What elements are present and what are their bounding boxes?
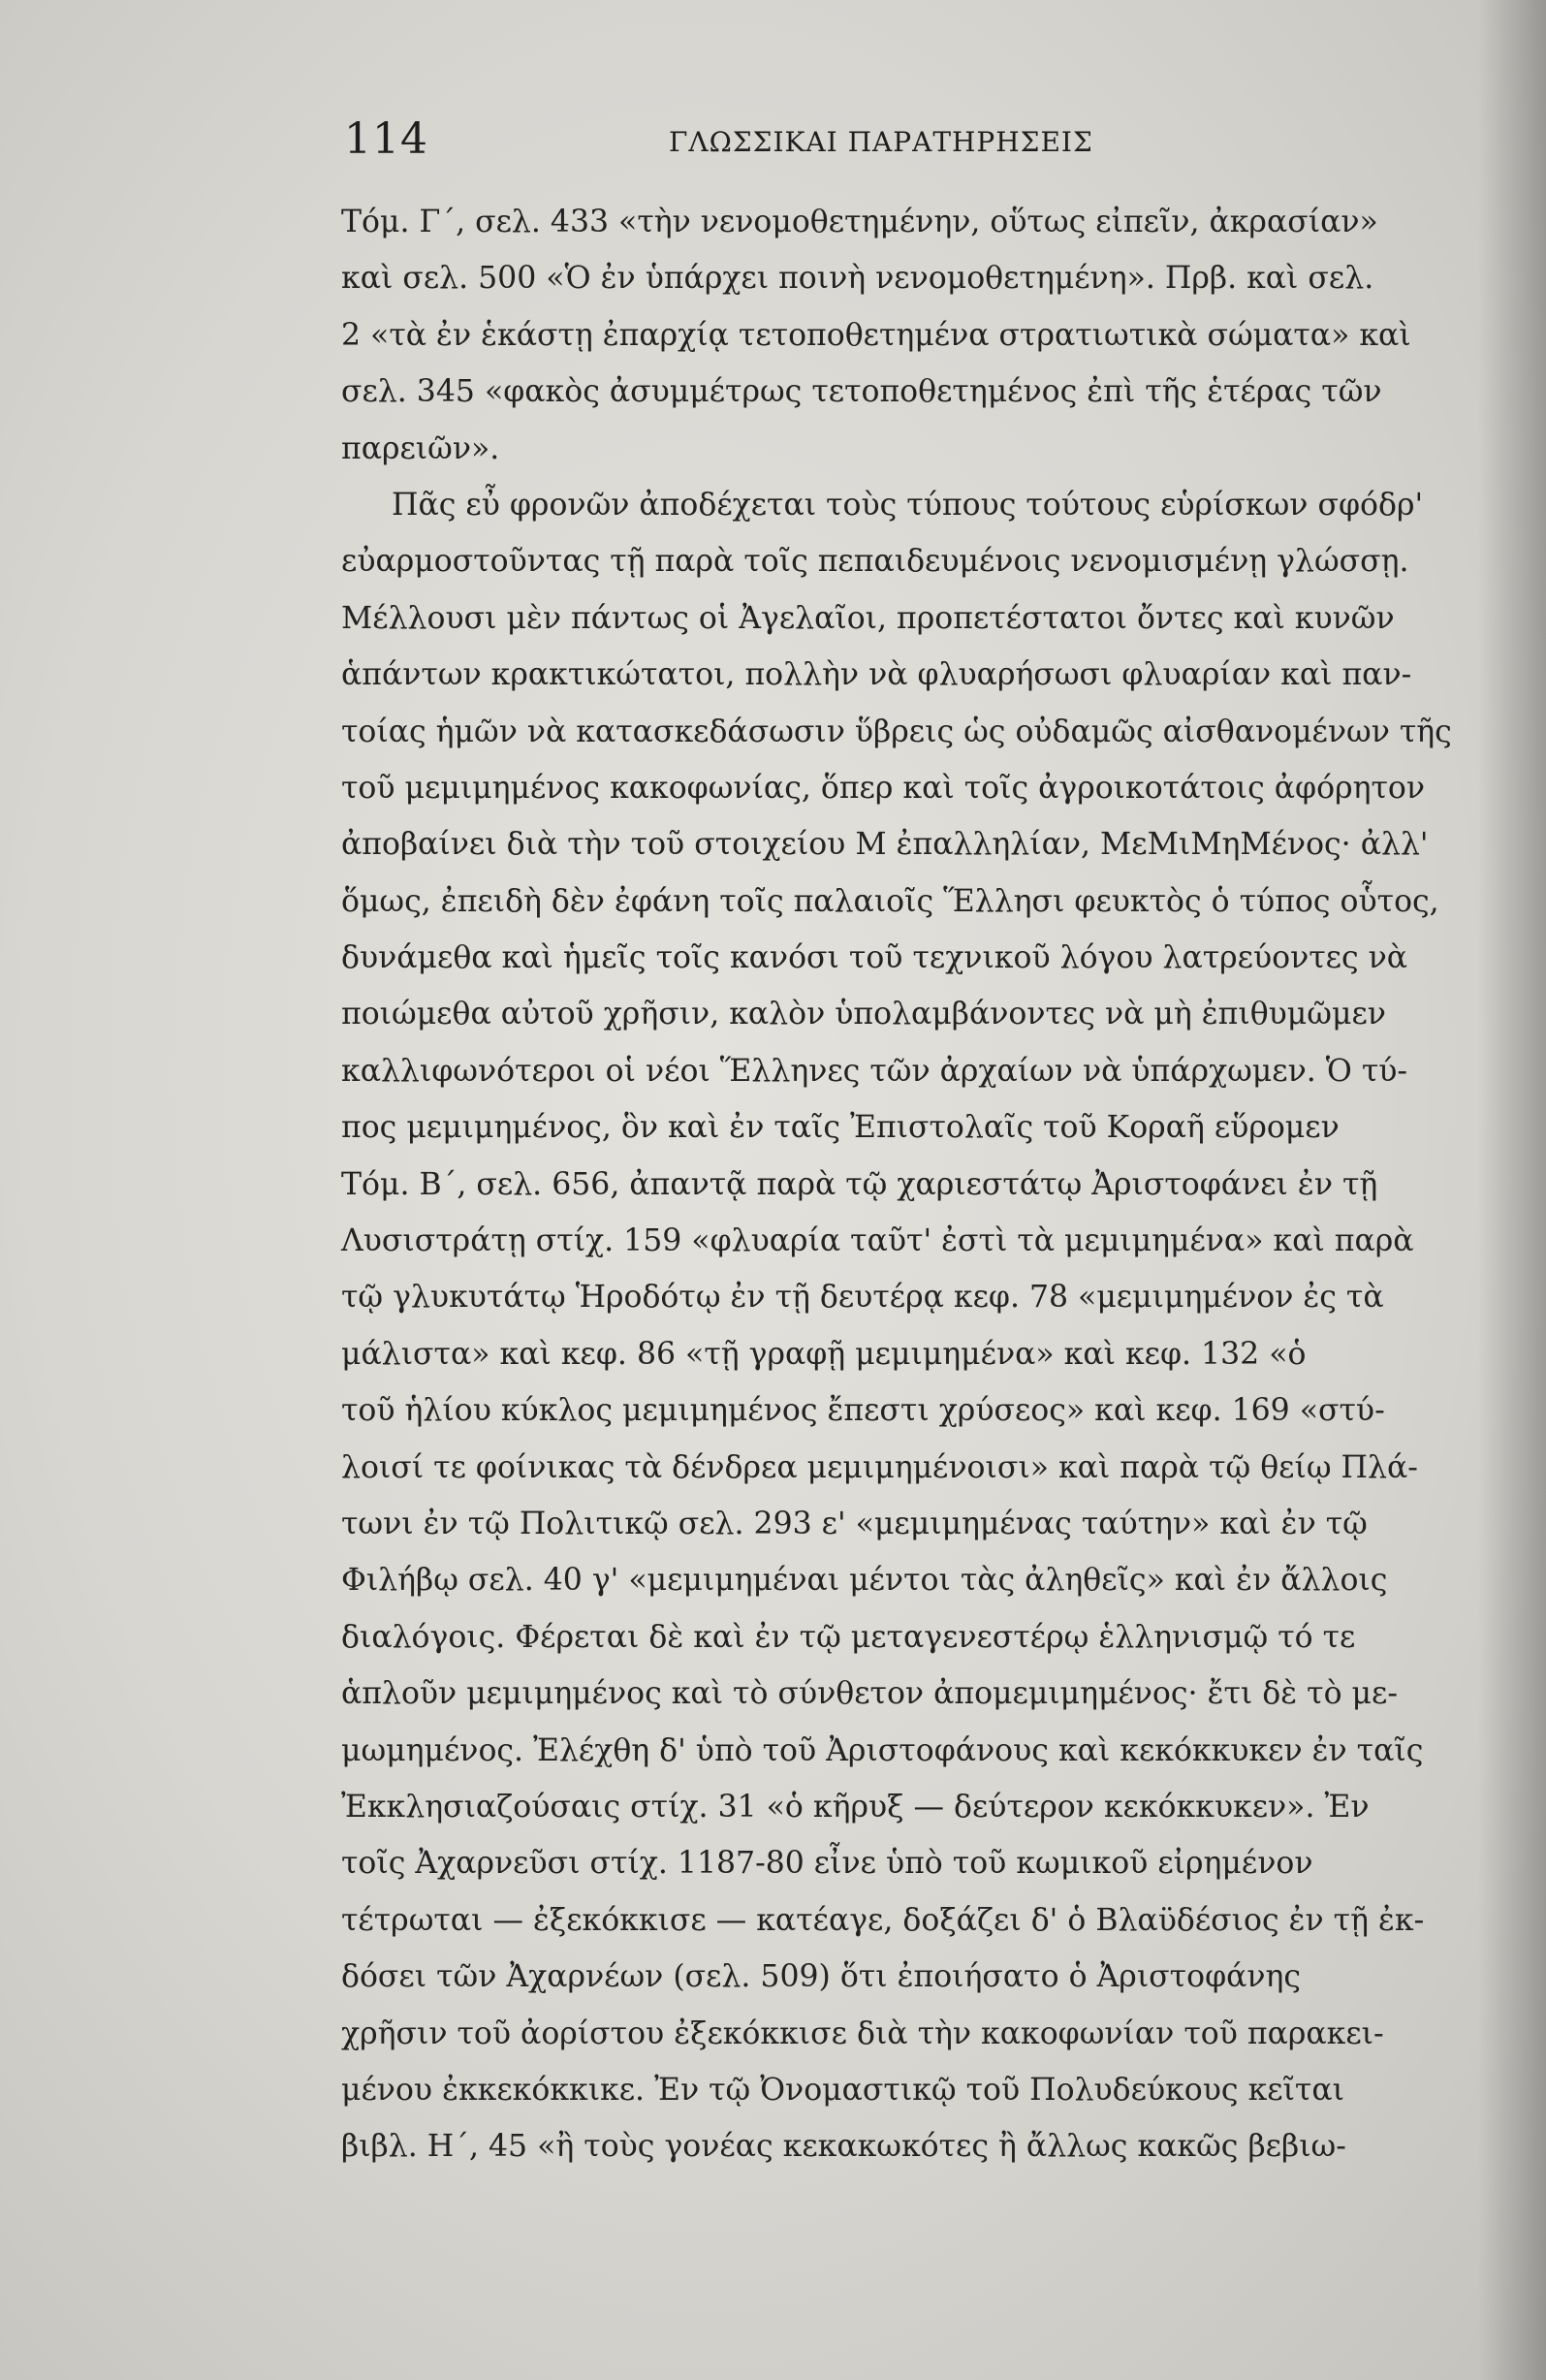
text-line: Μέλλουσι μὲν πάντως οἱ Ἀγελαῖοι, προπετέστατοι ὄντες καὶ κυνῶν xyxy=(341,600,1395,636)
text-line: παρειῶν». xyxy=(341,430,500,466)
body-text xyxy=(341,194,1495,2175)
text-line: βιβλ. Η΄, 45 «ἢ τοὺς γονέας κεκακωκότες ἢ ἄλλως κακῶς βεβιω- xyxy=(341,2129,1346,2165)
text-line: τοῦ ἡλίου κύκλος μεμιμημένος ἔπεστι χρύσεος» καὶ κεφ. 169 «στύ- xyxy=(341,1393,1385,1429)
text-line: Τόμ. Β΄, σελ. 656, ἀπαντᾷ παρὰ τῷ χαριεστάτῳ Ἀριστοφάνει ἐν τῇ xyxy=(341,1166,1378,1202)
text-line: ἁπλοῦν μεμιμημένος καὶ τὸ σύνθετον ἀπομεμιμημένος· ἔτι δὲ τὸ με- xyxy=(341,1676,1398,1712)
running-title: ΓΛΩΣΣΙΚΑΙ ΠΑΡΑΤΗΡΗΣΕΙΣ xyxy=(669,126,1093,158)
text-line: τῷ γλυκυτάτῳ Ἡροδότῳ ἐν τῇ δευτέρᾳ κεφ. 78 «μεμιμημένον ἐς τὰ xyxy=(341,1280,1384,1316)
paragraph-first-line: Πᾶς εὖ φρονῶν ἀποδέχεται τοὺς τύπους τούτους εὑρίσκων σφόδρ' xyxy=(392,487,1424,523)
text-line: τοίας ἡμῶν νὰ κατασκεδάσωσιν ὕβρεις ὡς οὐδαμῶς αἰσθανομένων τῆς xyxy=(341,714,1452,749)
text-line: ἁπάντων κρακτικώτατοι, πολλὴν νὰ φλυαρήσωσι φλυαρίαν καὶ παν- xyxy=(341,657,1412,693)
text-line: τωνι ἐν τῷ Πολιτικῷ σελ. 293 ε' «μεμιμημένας ταύτην» καὶ ἐν τῷ xyxy=(341,1506,1368,1541)
text-line: σελ. 345 «φακὸς ἀσυμμέτρως τετοποθετημένος ἐπὶ τῆς ἑτέρας τῶν xyxy=(341,374,1382,410)
text-line: τέτρωται — ἐξεκόκκισε — κατέαγε, δοξάζει δ' ὁ Βλαϋδέσιος ἐν τῇ ἐκ- xyxy=(341,1902,1425,1938)
text-line: μωμημένος. Ἐλέχθη δ' ὑπὸ τοῦ Ἀριστοφάνους καὶ κεκόκκυκεν ἐν ταῖς xyxy=(341,1732,1424,1768)
text-line: δόσει τῶν Ἀχαρνέων (σελ. 509) ὅτι ἐποιήσατο ὁ Ἀριστοφάνης xyxy=(341,1959,1302,1995)
page-number: 114 xyxy=(344,114,428,164)
text-line: καὶ σελ. 500 «Ὁ ἐν ὑπάρχει ποινὴ νενομοθετημένη». Πρβ. καὶ σελ. xyxy=(341,261,1374,297)
text-line: ποιώμεθα αὐτοῦ χρῆσιν, καλὸν ὑπολαμβάνοντες νὰ μὴ ἐπιθυμῶμεν xyxy=(341,997,1386,1032)
text-line: πος μεμιμημένος, ὃν καὶ ἐν ταῖς Ἐπιστολαῖς τοῦ Κοραῆ εὕρομεν xyxy=(341,1110,1340,1146)
text-line: ἀποβαίνει διὰ τὴν τοῦ στοιχείου Μ ἐπαλληλίαν, ΜεΜιΜηΜένος· ἀλλ' xyxy=(341,827,1429,863)
text-line: λοισί τε φοίνικας τὰ δένδρεα μεμιμημένοισι» καὶ παρὰ τῷ θείῳ Πλά- xyxy=(341,1449,1418,1485)
text-line: Ἐκκλησιαζούσαις στίχ. 31 «ὁ κῆρυξ — δεύτερον κεκόκκυκεν». Ἐν xyxy=(341,1789,1370,1825)
text-line: ὅμως, ἐπειδὴ δὲν ἐφάνη τοῖς παλαιοῖς Ἕλλησι φευκτὸς ὁ τύπος οὗτος, xyxy=(341,883,1439,919)
text-line: χρῆσιν τοῦ ἀορίστου ἐξεκόκκισε διὰ τὴν κακοφωνίαν τοῦ παρακει- xyxy=(341,2015,1384,2051)
text-line: 2 «τὰ ἐν ἑκάστῃ ἐπαρχίᾳ τετοποθετημένα στρατιωτικὰ σώματα» καὶ xyxy=(341,317,1411,353)
text-line: δυνάμεθα καὶ ἡμεῖς τοῖς κανόσι τοῦ τεχνικοῦ λόγου λατρεύοντες νὰ xyxy=(341,940,1408,976)
text-line: διαλόγοις. Φέρεται δὲ καὶ ἐν τῷ μεταγενεστέρῳ ἑλληνισμῷ τό τε xyxy=(341,1619,1356,1655)
page-header xyxy=(344,114,1178,173)
text-line: τοῦ μεμιμημένος κακοφωνίας, ὅπερ καὶ τοῖς ἀγροικοτάτοις ἀφόρητον xyxy=(341,770,1426,806)
text-line: καλλιφωνότεροι οἱ νέοι Ἕλληνες τῶν ἀρχαίων νὰ ὑπάρχωμεν. Ὁ τύ- xyxy=(341,1053,1408,1089)
text-line: Τόμ. Γ΄, σελ. 433 «τὴν νενομοθετημένην, οὕτως εἰπεῖν, ἀκρασίαν» xyxy=(341,205,1378,239)
text-line: μένου ἐκκεκόκκικε. Ἐν τῷ Ὀνομαστικῷ τοῦ Πολυδεύκους κεῖται xyxy=(341,2072,1344,2108)
text-line: μάλιστα» καὶ κεφ. 86 «τῇ γραφῇ μεμιμημένα» καὶ κεφ. 132 «ὁ xyxy=(341,1336,1307,1372)
text-line: τοῖς Ἀχαρνεῦσι στίχ. 1187-80 εἶνε ὑπὸ τοῦ κωμικοῦ εἰρημένον xyxy=(341,1846,1313,1882)
text-line: εὐαρμοστοῦντας τῇ παρὰ τοῖς πεπαιδευμένοις νενομισμένῃ γλώσσῃ. xyxy=(341,544,1409,580)
text-line: Φιλήβῳ σελ. 40 γ' «μεμιμημέναι μέντοι τὰς ἀληθεῖς» καὶ ἐν ἄλλοις xyxy=(341,1563,1388,1599)
text-line: Λυσιστράτῃ στίχ. 159 «φλυαρία ταῦτ' ἐστὶ τὰ μεμιμημένα» καὶ παρὰ xyxy=(341,1223,1414,1259)
